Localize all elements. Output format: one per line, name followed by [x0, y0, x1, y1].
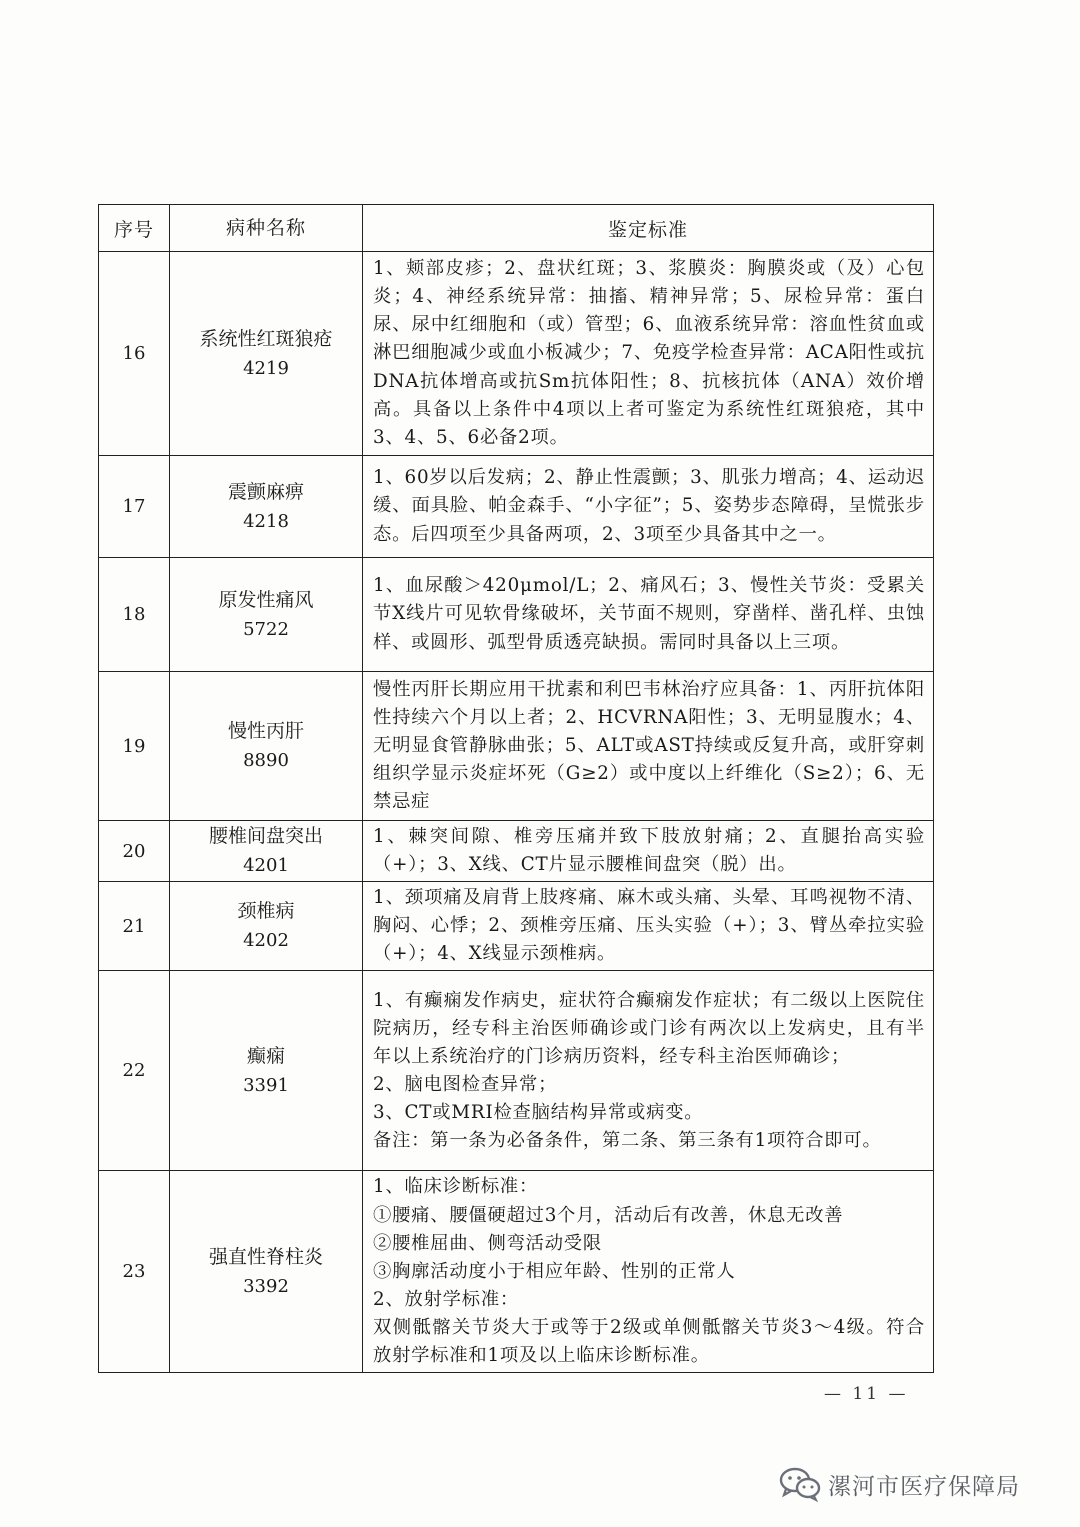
criteria-text: ②腰椎屈曲、侧弯活动受限: [373, 1232, 602, 1254]
watermark-text: 漯河市医疗保障局: [828, 1473, 1020, 1500]
criteria-text: 1、临床诊断标准：: [373, 1176, 539, 1198]
header-standard: 鉴定标准: [363, 205, 934, 252]
disease-name: 震颤麻痹: [227, 480, 304, 503]
row-number: 17: [99, 456, 170, 558]
criteria-text: ③胸廓活动度小于相应年龄、性别的正常人: [373, 1260, 736, 1282]
disease-cell: [170, 821, 363, 882]
table-row: [99, 456, 934, 558]
disease-cell: [170, 252, 363, 456]
disease-code: 4219: [243, 357, 289, 379]
table-row: [99, 1171, 934, 1373]
table-row: [99, 558, 934, 672]
watermark: [778, 1464, 1058, 1504]
disease-code: 4201: [243, 855, 289, 877]
row-number: 16: [99, 252, 170, 456]
disease-name: 腰椎间盘突出: [208, 825, 323, 848]
disease-name: 强直性脊柱炎: [208, 1245, 323, 1268]
criteria-text: 2、脑电图检查异常；: [373, 1073, 558, 1095]
table-row: [99, 882, 934, 971]
criteria-cell: [363, 971, 934, 1171]
criteria-text: 1、有癫痫发作病史，症状符合癫痫发作症状；有二级以上医院住院病历，经专科主治医师确诊或门诊有两次以上发病史，且有半年以上系统治疗的门诊病历资料，经专科主治医师确诊；: [373, 989, 925, 1067]
table-row: [99, 672, 934, 821]
wechat-icon: [778, 1466, 822, 1502]
row-number: 19: [99, 672, 170, 821]
page-number: — 11 —: [824, 1384, 909, 1404]
criteria-cell: [363, 558, 934, 672]
criteria-text: 1、60岁以后发病；2、静止性震颤；3、肌张力增高；4、运动迟缓、面具脸、帕金森手、“小字征”；5、姿势步态障碍，呈慌张步态。后四项至少具备两项，2、3项至少具备其中之一。: [373, 467, 925, 545]
disease-code: 4202: [243, 930, 289, 952]
criteria-cell: [363, 672, 934, 821]
row-number: 23: [99, 1171, 170, 1373]
criteria-table: [98, 204, 934, 1373]
criteria-cell: [363, 456, 934, 558]
disease-code: 4218: [243, 510, 289, 532]
table-header-row: [99, 205, 934, 252]
criteria-text: 1、颈项痛及肩背上肢疼痛、麻木或头痛、头晕、耳鸣视物不清、胸闷、心悸；2、颈椎旁压痛、压头实验（+）；3、臂丛牵拉实验（+）；4、X线显示颈椎病。: [373, 887, 925, 965]
disease-code: 5722: [243, 618, 289, 640]
disease-cell: [170, 672, 363, 821]
criteria-cell: [363, 252, 934, 456]
disease-cell: [170, 1171, 363, 1373]
disease-name: 原发性痛风: [218, 588, 314, 611]
criteria-text: ①腰痛、腰僵硬超过3个月，活动后有改善，休息无改善: [373, 1204, 844, 1226]
row-number: 18: [99, 558, 170, 672]
disease-name: 颈椎病: [237, 900, 295, 923]
table-row: [99, 252, 934, 456]
disease-name: 癫痫: [246, 1044, 285, 1067]
header-no: 序号: [99, 205, 170, 252]
criteria-text: 1、血尿酸＞420μmol/L；2、痛风石；3、慢性关节炎：受累关节X线片可见软骨缘破坏，关节面不规则，穿凿样、凿孔样、虫蚀样、或圆形、弧型骨质透亮缺损。需同时具备以上三项。: [373, 575, 925, 653]
criteria-cell: [363, 821, 934, 882]
disease-code: 8890: [243, 750, 289, 771]
disease-cell: [170, 558, 363, 672]
criteria-cell: [363, 882, 934, 971]
disease-name: 系统性红斑狼疮: [199, 327, 333, 350]
disease-cell: [170, 456, 363, 558]
table-row: [99, 971, 934, 1171]
criteria-cell: [363, 1171, 934, 1373]
criteria-text: 慢性丙肝长期应用干扰素和利巴韦林治疗应具备：1、丙肝抗体阳性持续六个月以上者；2、HCVRNA阳性；3、无明显腹水；4、无明显食管静脉曲张；5、ALT或AST持续或反复升高，或肝穿刺组织学显示炎症坏死（G≥2）或中度以上纤维化（S≥2）；6、无禁忌症: [373, 678, 925, 813]
disease-name: 慢性丙肝: [227, 720, 304, 742]
criteria-text: 备注：第一条为必备条件，第二条、第三条有1项符合即可。: [373, 1130, 882, 1152]
criteria-text: 3、CT或MRI检查脑结构异常或病变。: [373, 1102, 704, 1124]
criteria-text: 1、颊部皮疹；2、盘状红斑；3、浆膜炎：胸膜炎或（及）心包炎；4、神经系统异常：抽搐、精神异常；5、尿检异常：蛋白尿、尿中红细胞和（或）管型；6、血液系统异常：溶血性贫血或淋巴细胞减少或血小板减少；7、免疫学检查异常：ACA阳性或抗DNA抗体增高或抗Sm抗体阳性；8、抗核抗体（ANA）效价增高。具备以上条件中4项以上者可鉴定为系统性红斑狼疮，其中3、4、5、6必备2项。: [373, 258, 925, 448]
criteria-text: 2、放射学标准：: [373, 1288, 519, 1310]
table-row: [99, 821, 934, 882]
row-number: 22: [99, 971, 170, 1171]
disease-cell: [170, 882, 363, 971]
disease-cell: [170, 971, 363, 1171]
disease-code: 3392: [243, 1275, 289, 1297]
criteria-text: 1、棘突间隙、椎旁压痛并致下肢放射痛；2、直腿抬高实验（+）；3、X线、CT片显示腰椎间盘突（脱）出。: [373, 826, 925, 876]
row-number: 21: [99, 882, 170, 971]
header-name: 病种名称: [170, 205, 363, 252]
row-number: 20: [99, 821, 170, 882]
disease-code: 3391: [243, 1074, 289, 1096]
criteria-text: 双侧骶髂关节炎大于或等于2级或单侧骶髂关节炎3～4级。符合放射学标准和1项及以上临床诊断标准。: [373, 1316, 925, 1367]
